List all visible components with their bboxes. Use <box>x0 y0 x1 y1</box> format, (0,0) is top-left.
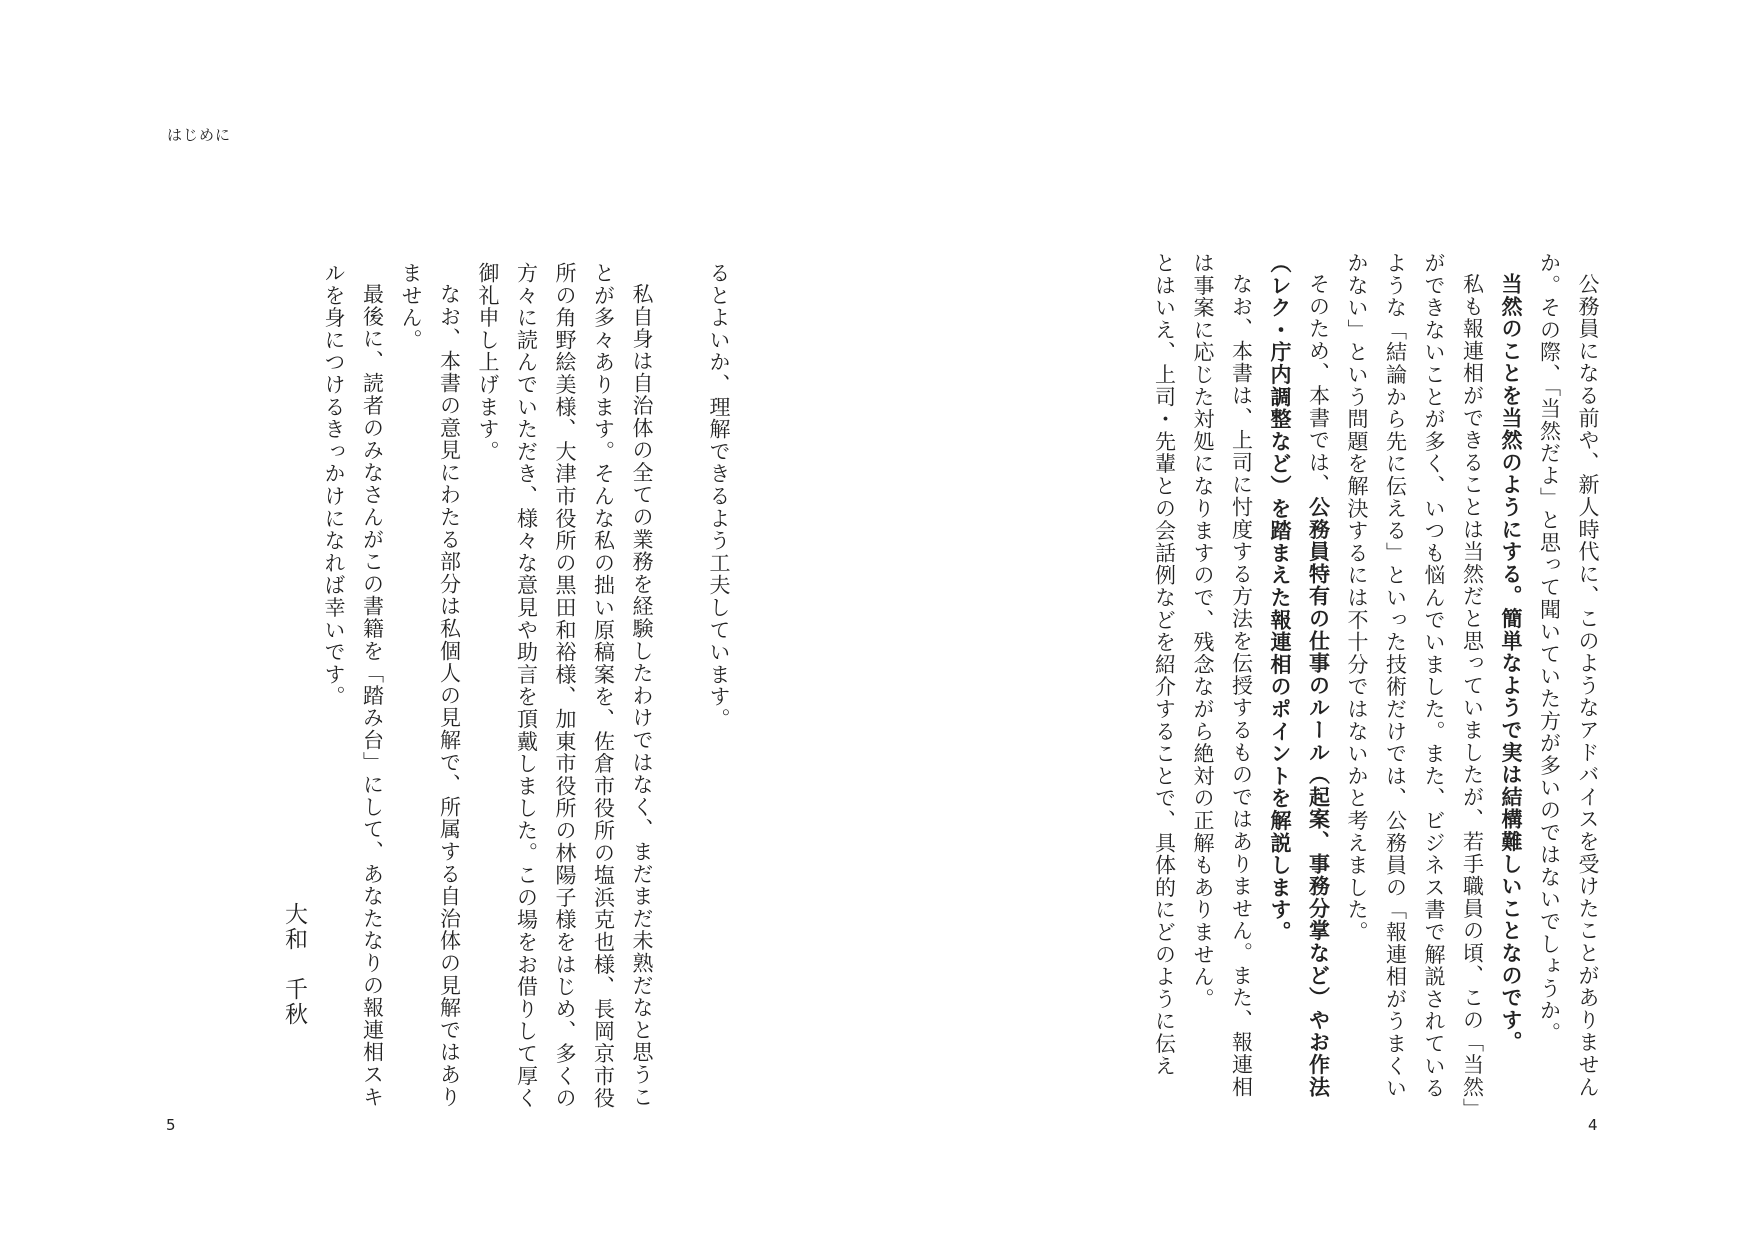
paragraph: 私自身は自治体の全ての業務を経験したわけではなく、まだまだ未熟だなと思うこ <box>630 283 654 1109</box>
paragraph-continuation: ができないことが多く、いつも悩んでいました。また、ビジネス書で解説されている <box>1422 252 1446 1100</box>
bold-continuation: （レク・庁内調整など）を踏まえた報連相のポイントを解説します。 <box>1268 252 1292 944</box>
paragraph-continuation: 方々に読んでいただき、様々な意見や助言を頂戴しました。この場をお借りして厚く <box>514 262 539 1110</box>
paragraph-continuation: かない」という問題を解決するには不十分ではないかと考えました。 <box>1345 252 1369 944</box>
paragraph-continuation: とはいえ、上司・先輩との会話例などを紹介することで、具体的にどのように伝え <box>1152 252 1177 1078</box>
paragraph-continuation: は事案に応じた対処になりますので、残念ながら絶対の正解もありません。 <box>1191 252 1215 1011</box>
emphasis-paragraph: 当然のことを当然のようにする。簡単なようで実は結構難しいことなのです。 <box>1499 273 1523 1054</box>
paragraph-continuation: ような「結論から先に伝える」といった技術だけでは、公務員の「報連相がうまくい <box>1383 252 1408 1100</box>
page-number-left: 5 <box>166 1116 176 1134</box>
paragraph: 公務員になる前や、新人時代に、このようなアドバイスを受けたことがありません <box>1576 273 1600 1099</box>
paragraph-continuation: か。その際、「当然だよ」と思って聞いていた方が多いのではないでしょうか。 <box>1537 252 1562 1045</box>
paragraph: なお、本書の意見にわたる部分は私個人の見解で、所属する自治体の見解ではあり <box>437 283 462 1109</box>
paragraph-continuation: ルを身につけるきっかけになれば幸いです。 <box>322 262 346 708</box>
paragraph: 私も報連相ができることは当然だと思っていましたが、若手職員の頃、この「当然」 <box>1460 273 1485 1121</box>
paragraph-continuation: ません。 <box>399 262 423 352</box>
paragraph-lead: そのため、本書では、 <box>1306 273 1331 496</box>
blank-line <box>661 262 700 1062</box>
paragraph <box>1299 252 1338 1099</box>
running-title: はじめに <box>167 126 232 144</box>
paragraph-continuation: 所の角野絵美様、大津市役所の黒田和裕様、加東市役所の林陽子様をはじめ、多くの <box>553 262 577 1110</box>
page-number-right: 4 <box>1588 1116 1598 1134</box>
paragraph-continuation: 御礼申し上げます。 <box>476 262 500 463</box>
author-signature: 大和 千秋 <box>281 902 307 1027</box>
paragraph-continuation: とが多々あります。そんな私の拙い原稿案を、佐倉市役所の塩浜克也様、長岡京市役 <box>591 262 616 1110</box>
paragraph: なお、本書は、上司に忖度する方法を伝授するものではありません。また、報連相 <box>1229 273 1254 1099</box>
bold-phrase: 公務員特有の仕事のルール（起案、事務分掌など）やお作法 <box>1306 496 1331 1099</box>
left-page-text <box>315 262 739 1110</box>
paragraph: 最後に、読者のみなさんがこの書籍を「踏み台」にして、あなたなりの報連相スキ <box>360 283 385 1109</box>
paragraph-continuation: るとよいか、理解できるよう工夫しています。 <box>707 262 731 731</box>
right-page-text <box>1145 252 1607 1121</box>
